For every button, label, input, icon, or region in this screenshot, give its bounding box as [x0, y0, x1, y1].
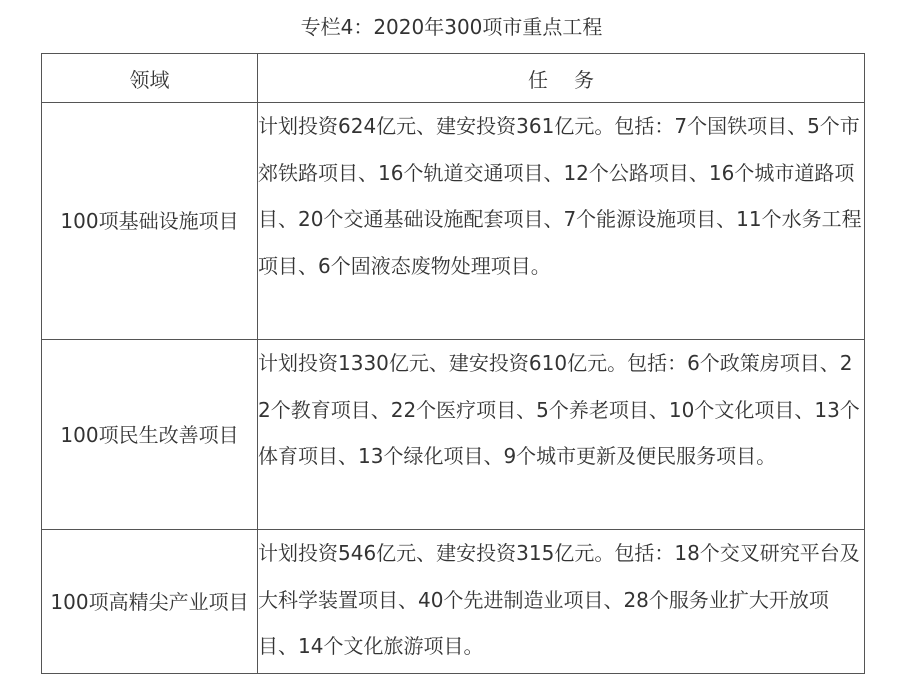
header-task: 任务	[258, 54, 865, 103]
table-header-row	[42, 54, 865, 103]
table-row	[42, 103, 865, 340]
header-field: 领域	[42, 54, 258, 103]
projects-table	[41, 53, 865, 674]
row-field-infrastructure: 100项基础设施项目	[42, 103, 258, 340]
table-row	[42, 340, 865, 530]
row-field-high-tech: 100项高精尖产业项目	[42, 530, 258, 674]
row-task-high-tech: 计划投资546亿元、建安投资315亿元。包括：18个交叉研究平台及大科学装置项目、40个先进制造业项目、28个服务业扩大开放项目、14个文化旅游项目。	[258, 530, 865, 674]
row-task-livelihood: 计划投资1330亿元、建安投资610亿元。包括：6个政策房项目、22个教育项目、22个医疗项目、5个养老项目、10个文化项目、13个体育项目、13个绿化项目、9个城市更新及便民服务项目。	[258, 340, 865, 530]
table-row	[42, 530, 865, 674]
row-task-infrastructure: 计划投资624亿元、建安投资361亿元。包括：7个国铁项目、5个市郊铁路项目、16个轨道交通项目、12个公路项目、16个城市道路项目、20个交通基础设施配套项目、7个能源设施项目、11个水务工程项目、6个固液态废物处理项目。	[258, 103, 865, 340]
table-title: 专栏4：2020年300项市重点工程	[300, 15, 603, 39]
row-field-livelihood: 100项民生改善项目	[42, 340, 258, 530]
